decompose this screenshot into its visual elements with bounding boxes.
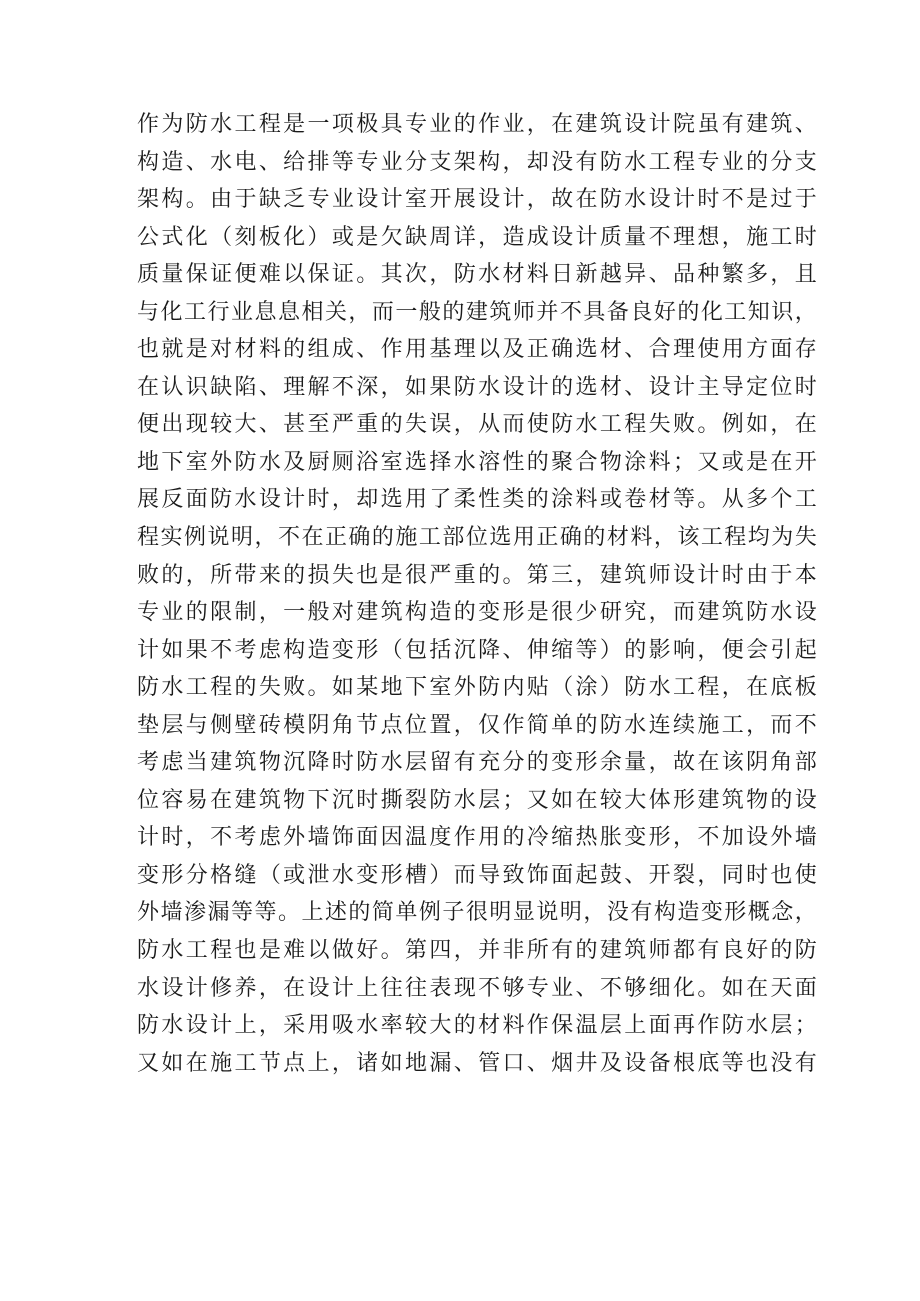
text-line: 作为防水工程是一项极具专业的作业，在建筑设计院虽有建筑、 xyxy=(137,112,817,137)
text-line: 质量保证便难以保证。其次，防水材料日新越异、品种繁多，且 xyxy=(137,262,817,288)
text-line: 程实例说明，不在正确的施工部位选用正确的材料，该工程均为失 xyxy=(137,525,817,551)
text-line: 与化工行业息息相关，而一般的建筑师并不具备良好的化工知识， xyxy=(137,299,817,325)
text-line: 也就是对材料的组成、作用基理以及正确选材、合理使用方面存 xyxy=(137,337,817,363)
text-line: 防水设计上，采用吸水率较大的材料作保温层上面再作防水层； xyxy=(137,1013,817,1039)
text-line: 位容易在建筑物下沉时撕裂防水层；又如在较大体形建筑物的设 xyxy=(137,787,817,813)
text-line: 地下室外防水及厨厕浴室选择水溶性的聚合物涂料；又或是在开 xyxy=(137,449,817,475)
text-line: 变形分格缝（或泄水变形槽）而导致饰面起鼓、开裂，同时也使 xyxy=(137,862,817,888)
text-line: 构造、水电、给排等专业分支架构，却没有防水工程专业的分支 xyxy=(137,149,817,175)
text-line: 架构。由于缺乏专业设计室开展设计，故在防水设计时不是过于 xyxy=(137,187,817,213)
text-line: 展反面防水设计时，却选用了柔性类的涂料或卷材等。从多个工 xyxy=(137,487,817,513)
text-line: 水设计修养，在设计上往往表现不够专业、不够细化。如在天面 xyxy=(137,975,817,1001)
text-line: 考虑当建筑物沉降时防水层留有充分的变形余量，故在该阴角部 xyxy=(137,750,817,776)
text-line: 防水工程也是难以做好。第四，并非所有的建筑师都有良好的防 xyxy=(137,938,817,964)
text-line: 计如果不考虑构造变形（包括沉降、伸缩等）的影响，便会引起 xyxy=(137,637,817,663)
text-line: 便出现较大、甚至严重的失误，从而使防水工程失败。例如，在 xyxy=(137,412,817,438)
text-line: 专业的限制，一般对建筑构造的变形是很少研究，而建筑防水设 xyxy=(137,600,817,626)
text-line: 公式化（刻板化）或是欠缺周详，造成设计质量不理想，施工时 xyxy=(137,224,817,250)
text-line: 垫层与侧壁砖模阴角节点位置，仅作简单的防水连续施工，而不 xyxy=(137,712,817,738)
text-line: 防水工程的失败。如某地下室外防内贴（涂）防水工程，在底板 xyxy=(137,675,817,701)
text-line: 外墙渗漏等等。上述的简单例子很明显说明，没有构造变形概念， xyxy=(137,900,817,926)
text-line: 计时，不考虑外墙饰面因温度作用的冷缩热胀变形，不加设外墙 xyxy=(137,825,817,851)
body-paragraph xyxy=(137,106,817,1082)
text-line: 又如在施工节点上，诸如地漏、管口、烟井及设备根底等也没有 xyxy=(137,1050,817,1076)
text-line: 败的，所带来的损失也是很严重的。第三，建筑师设计时由于本 xyxy=(137,562,817,588)
text-line: 在认识缺陷、理解不深，如果防水设计的选材、设计主导定位时 xyxy=(137,374,817,400)
